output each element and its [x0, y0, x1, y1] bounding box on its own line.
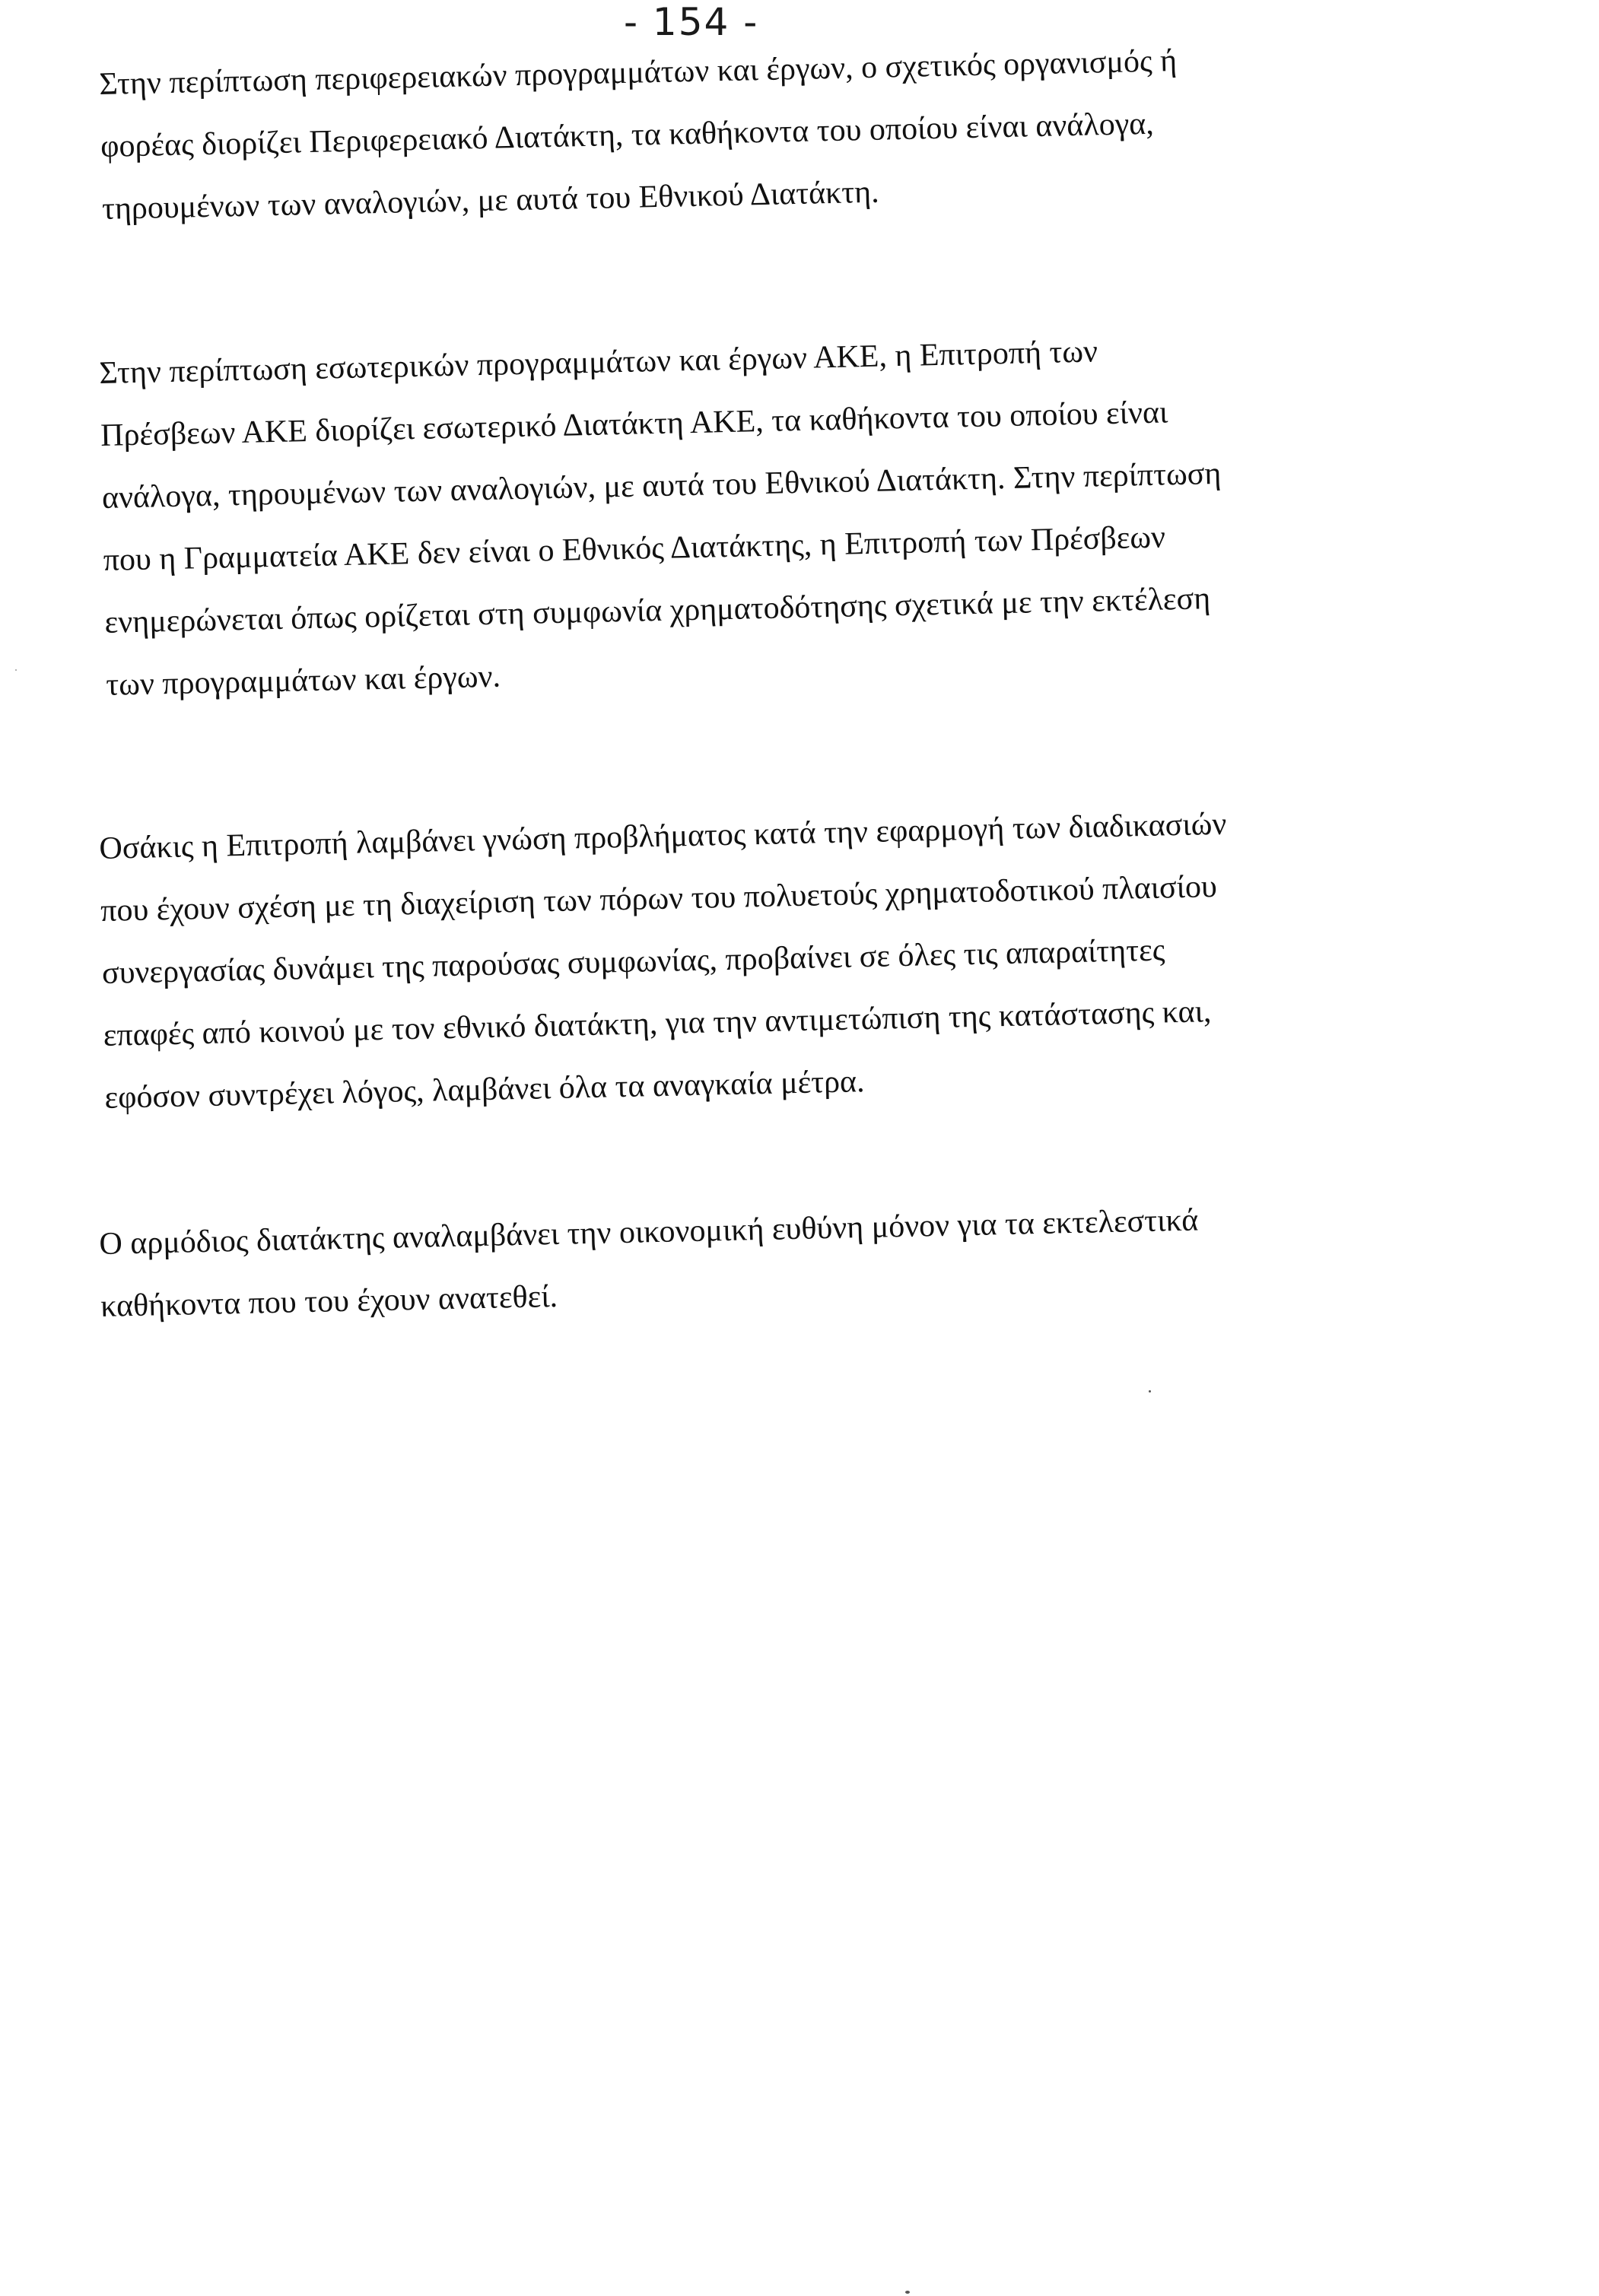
text-line: καθήκοντα που του έχουν ανατεθεί.: [100, 1278, 558, 1324]
scan-speck: [905, 2291, 910, 2294]
text-line: των προγραμμάτων και έργων.: [105, 659, 501, 703]
paragraph-internal-programmes: [99, 328, 1476, 732]
text-line: ενημερώνεται όπως ορίζεται στη συμφωνία χρηματοδότησης σχετικά με την εκτέλεση: [104, 581, 1211, 640]
text-line: Στην περίπτωση εσωτερικών προγραμμάτων και έργων ΑΚΕ, η Επιτροπή των: [98, 334, 1098, 391]
text-line: συνεργασίας δυνάμει της παρούσας συμφωνίας, προβαίνει σε όλες τις απαραίτητες: [101, 932, 1165, 991]
text-line: Ο αρμόδιος διατάκτης αναλαμβάνει την οικονομική ευθύνη μόνον για τα εκτελεστικά: [98, 1202, 1199, 1262]
text-line: ανάλογα, τηρουμένων των αναλογιών, με αυτά του Εθνικού Διατάκτη. Στην περίπτωση: [101, 456, 1222, 516]
scan-speck: [15, 669, 17, 671]
text-line: που η Γραμματεία ΑΚΕ δεν είναι ο Εθνικός Διατάκτης, η Επιτροπή των Πρέσβεων: [103, 519, 1166, 578]
text-line: εφόσον συντρέχει λόγος, λαμβάνει όλα τα αναγκαία μέτρα.: [104, 1064, 866, 1116]
text-line: φορέας διορίζει Περιφερειακό Διατάκτη, τα καθήκοντα του οποίου είναι ανάλογα,: [100, 106, 1155, 164]
paragraph-authorising-officer-liability: [99, 1199, 1470, 1353]
text-line: τηρουμένων των αναλογιών, με αυτά του Εθνικού Διατάκτη.: [101, 174, 880, 227]
text-line: που έχουν σχέση με τη διαχείριση των πόρων του πολυετούς χρηματοδοτικού πλαισίου: [100, 869, 1218, 929]
page-number: - 154 -: [624, 0, 759, 44]
paragraph-commission-problems: [99, 803, 1475, 1145]
text-line: Πρέσβεων ΑΚΕ διορίζει εσωτερικό Διατάκτη ΑΚΕ, τα καθήκοντα του οποίου είναι: [100, 395, 1168, 453]
text-line: Οσάκις η Επιτροπή λαμβάνει γνώση προβλήματος κατά την εφαρμογή των διαδικασιών: [98, 806, 1227, 866]
paragraph-regional-programmes: [99, 39, 1472, 256]
text-line: Στην περίπτωση περιφερειακών προγραμμάτων και έργων, ο σχετικός οργανισμός ή: [98, 43, 1178, 102]
scan-speck: [1149, 1390, 1151, 1393]
text-line: επαφές από κοινού με τον εθνικό διατάκτη, για την αντιμετώπιση της κατάστασης και,: [103, 994, 1212, 1053]
